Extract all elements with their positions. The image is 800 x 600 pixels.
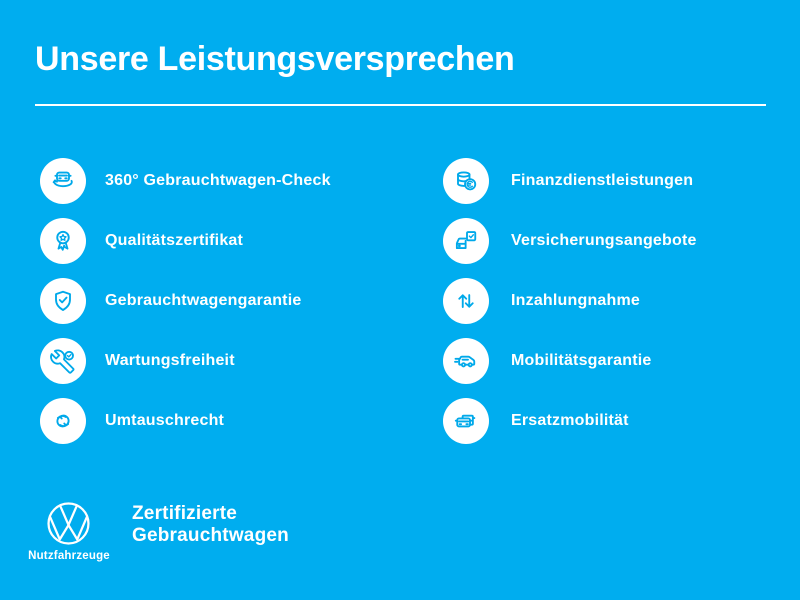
program-line-2: Gebrauchtwagen	[132, 524, 289, 546]
service-item	[40, 338, 331, 384]
car-360-icon	[40, 158, 86, 204]
page-title: Unsere Leistungsversprechen	[35, 40, 515, 78]
service-label: Versicherungsangebote	[511, 232, 697, 249]
services-column-right	[443, 158, 697, 458]
wrench-check-icon	[40, 338, 86, 384]
program-line-1: Zertifizierte	[132, 503, 238, 524]
car-checklist-icon	[443, 218, 489, 264]
title-divider	[35, 104, 766, 106]
service-label: Qualitätszertifikat	[105, 232, 244, 249]
service-label: Gebrauchtwagengarantie	[105, 292, 302, 309]
coins-euro-icon	[443, 158, 489, 204]
service-label: Finanzdienstleistungen	[511, 172, 694, 189]
two-cars-icon	[443, 398, 489, 444]
service-item	[443, 218, 697, 264]
service-item	[40, 278, 331, 324]
service-label: Ersatzmobilität	[511, 412, 629, 429]
service-item	[443, 338, 697, 384]
award-badge-icon	[40, 218, 86, 264]
service-item	[40, 398, 331, 444]
service-label: Mobilitätsgarantie	[511, 352, 652, 369]
services-column-left	[40, 158, 331, 458]
program-name	[132, 503, 289, 546]
service-label: Umtauschrecht	[105, 412, 225, 429]
shield-check-icon	[40, 278, 86, 324]
service-item	[40, 158, 331, 204]
van-motion-icon	[443, 338, 489, 384]
brand-wordmark: Nutzfahrzeuge	[28, 550, 110, 562]
exchange-arrows-icon	[40, 398, 86, 444]
service-item	[40, 218, 331, 264]
service-item	[443, 278, 697, 324]
service-item	[443, 158, 697, 204]
service-label: Wartungsfreiheit	[105, 352, 235, 369]
service-label: 360° Gebrauchtwagen-Check	[105, 172, 331, 189]
service-label: Inzahlungnahme	[511, 292, 641, 309]
service-item	[443, 398, 697, 444]
vw-logo	[46, 501, 91, 546]
arrows-up-down-icon	[443, 278, 489, 324]
